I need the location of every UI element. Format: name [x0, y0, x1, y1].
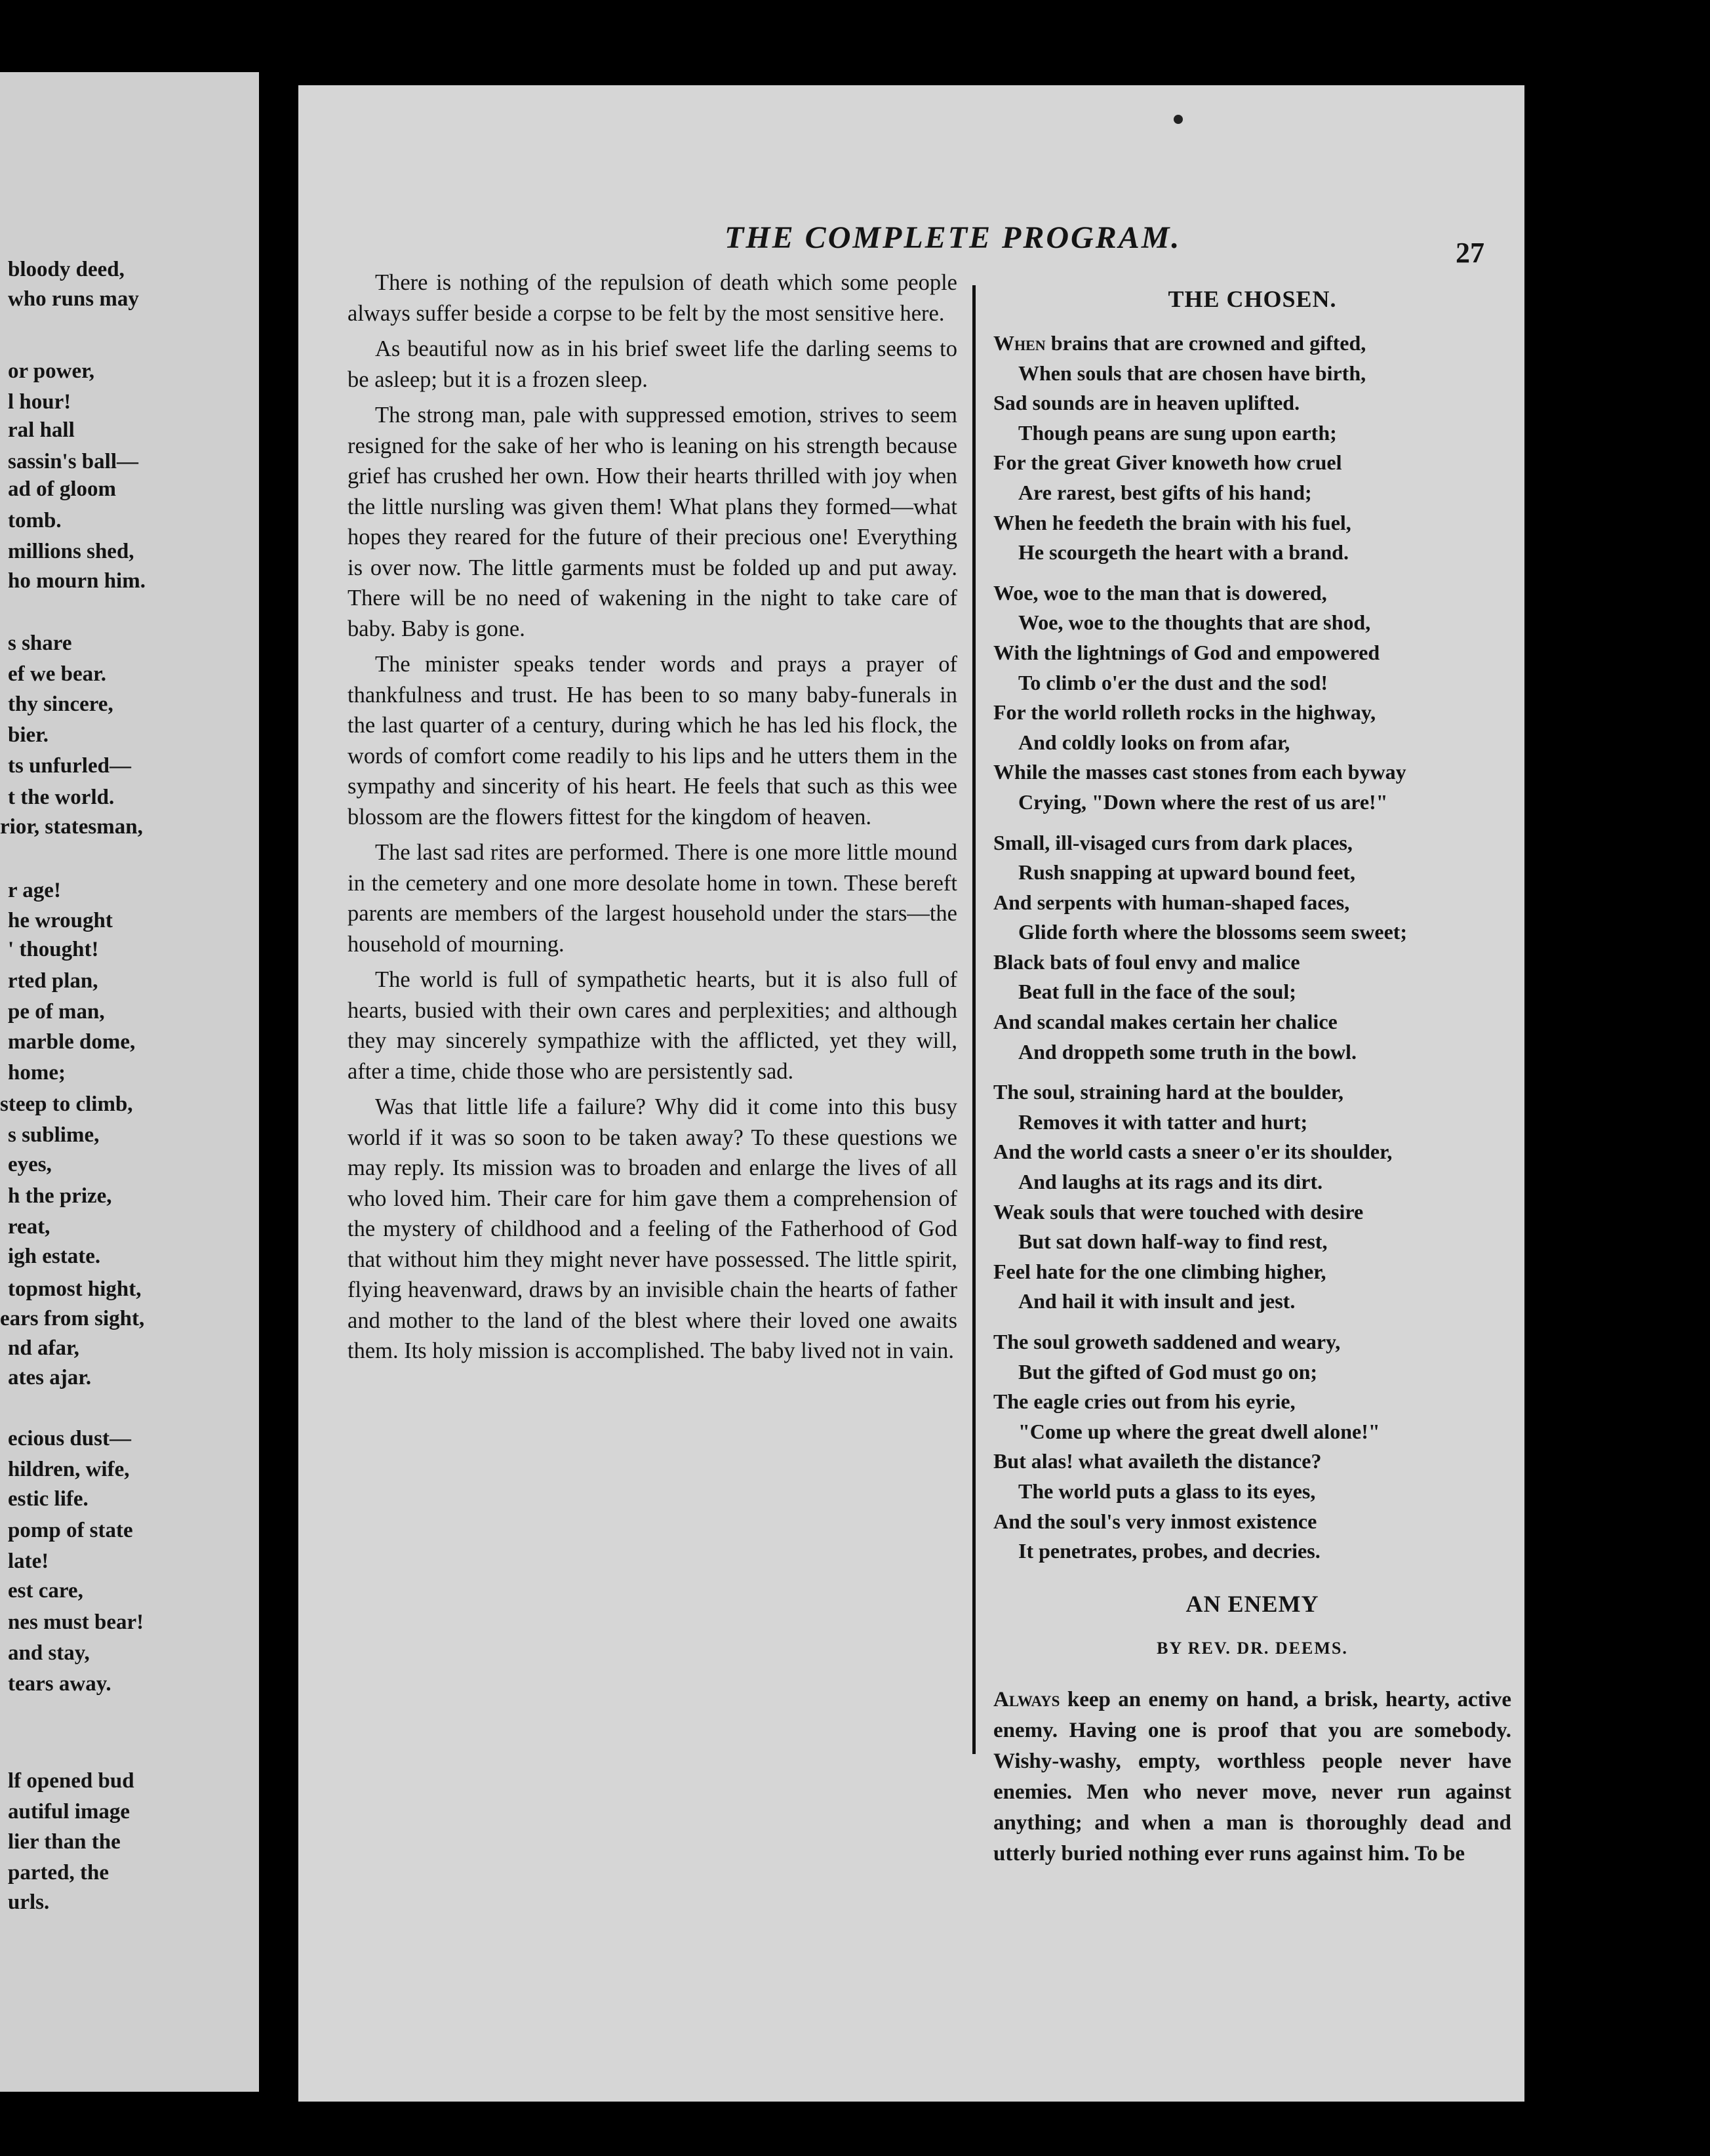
facing-page-line: ad of gloom: [8, 477, 116, 501]
poem-line: [993, 1327, 1511, 1357]
poem-line: [993, 478, 1511, 508]
poem-line: [993, 917, 1511, 948]
poem-line: [993, 977, 1511, 1007]
poem-line-text: And coldly looks on from afar,: [1018, 730, 1290, 754]
facing-page-fragment: [0, 72, 259, 2092]
facing-page-line: he wrought: [8, 909, 113, 932]
facing-page-line: ef we bear.: [8, 662, 106, 686]
poem-line: [993, 1447, 1511, 1477]
poem-line-text: The soul, straining hard at the boulder,: [993, 1080, 1344, 1104]
poem-line: [993, 329, 1511, 359]
poem-line-text: The soul groweth saddened and weary,: [993, 1330, 1341, 1353]
facing-page-line: millions shed,: [8, 540, 134, 563]
poem-line-text: And the world casts a sneer o'er its shoulder,: [993, 1140, 1393, 1164]
poem-line: [993, 1387, 1511, 1417]
facing-page-line: reat,: [8, 1215, 50, 1239]
facing-page-line: rted plan,: [8, 969, 98, 993]
facing-page-line: hildren, wife,: [8, 1458, 130, 1481]
enemy-title: AN ENEMY: [1185, 1590, 1319, 1617]
facing-page-line: ears from sight,: [0, 1307, 145, 1330]
poem-line-text: And the soul's very inmost existence: [993, 1509, 1317, 1533]
poem-line-text: While the masses cast stones from each byway: [993, 760, 1406, 784]
poem-line: [993, 828, 1511, 858]
poem-line-text: Rush snapping at upward bound feet,: [1018, 860, 1355, 885]
poem-line-text: Removes it with tatter and hurt;: [1018, 1109, 1308, 1134]
facing-page-line: r age!: [8, 879, 61, 902]
poem-line: [993, 1357, 1511, 1387]
poem-column: [993, 285, 1511, 2056]
article-paragraph: The minister speaks tender words and prays a prayer of thankfulness and trust. He has been to so many baby-funerals in the last quarter of a century, during which he has led his flock, the words of comfort come readily to his lips and he utters them in the sympathy and sincerity of his heart. He feels that such as this wee blossom are the flowers fittest for the kingdom of heaven.: [348, 652, 957, 829]
facing-page-line: tears away.: [8, 1672, 111, 1696]
poem-line-text: And hail it with insult and jest.: [1018, 1289, 1296, 1313]
facing-page-line: ecious dust—: [8, 1427, 131, 1450]
poem-line: [993, 1197, 1511, 1228]
enemy-lead-word: Always: [993, 1687, 1060, 1711]
poem-line-text: "Come up where the great dwell alone!": [1018, 1419, 1380, 1443]
poem-line: [993, 948, 1511, 978]
poem-stanza: [993, 1077, 1511, 1317]
poem-line-text: But alas! what availeth the distance?: [993, 1449, 1322, 1473]
poem-line: [993, 698, 1511, 728]
facing-page-line: urls.: [8, 1890, 50, 1914]
poem-lead-word: When: [993, 331, 1046, 355]
enemy-text: keep an enemy on hand, a brisk, hearty, active enemy. Having one is proof that you are somebody. Wishy-washy, empty, worthless people never have enemies. Men who never move, never run against anything; and when a man is thoroughly dead and utterly buried nothing ever runs against him. To be: [993, 1687, 1511, 1866]
poem-line: [993, 388, 1511, 418]
poem-line-text: brains that are crowned and gifted,: [1045, 331, 1366, 355]
facing-page-line: s share: [8, 631, 72, 655]
poem-line-text: The eagle cries out from his eyrie,: [993, 1389, 1296, 1414]
poem-line-text: Black bats of foul envy and malice: [993, 949, 1300, 974]
facing-page-line: igh estate.: [8, 1245, 101, 1268]
facing-page-line: ho mourn him.: [8, 569, 146, 593]
poem-line: [993, 1287, 1511, 1317]
poem-line-text: And laughs at its rags and its dirt.: [1018, 1170, 1323, 1194]
poem-line: [993, 1477, 1511, 1507]
facing-page-line: late!: [8, 1549, 49, 1573]
poem-line-text: Though peans are sung upon earth;: [1018, 420, 1337, 445]
poem-line: [993, 1108, 1511, 1138]
poem-line: [993, 1007, 1511, 1037]
poem-line: [993, 1257, 1511, 1287]
facing-page-line: nd afar,: [8, 1336, 79, 1360]
poem-line: [993, 508, 1511, 538]
facing-page-line: ts unfurled—: [8, 754, 131, 778]
column-divider: [972, 285, 976, 1754]
poem-line-text: For the great Giver knoweth how cruel: [993, 450, 1342, 475]
poem-stanza: [993, 578, 1511, 818]
poem-line: [993, 359, 1511, 389]
poem-stanza: [993, 329, 1511, 568]
poem-line: [993, 728, 1511, 758]
poem-line: [993, 1167, 1511, 1197]
facing-page-line: thy sincere,: [8, 692, 113, 716]
facing-page-line: t the world.: [8, 786, 115, 809]
poem-line-text: Sad sounds are in heaven uplifted.: [993, 391, 1300, 415]
poem-line-text: Weak souls that were touched with desire: [993, 1199, 1364, 1224]
article-paragraph: The last sad rites are performed. There is one more little mound in the cemetery and one more desolate home in town. These bereft parents are members of the largest household under the stars—the household of mourning.: [348, 840, 957, 957]
poem-line-text: The world puts a glass to its eyes,: [1018, 1479, 1316, 1503]
page-number: 27: [1456, 237, 1484, 269]
facing-page-line: ates ajar.: [8, 1366, 92, 1389]
facing-page-line: parted, the: [8, 1861, 109, 1885]
enemy-paragraph: [993, 1685, 1511, 1869]
article-paragraph: Was that little life a failure? Why did it come into this busy world if it was so soon to be taken away? To these questions we may reply. Its mission was to broaden and enlarge the lives of all who loved him. Their care for him gave them a comprehension of the mystery of childhood and a feeling of the Fatherhood of God that without him they might never have possessed. The little spirit, flying heavenward, draws by an invisible chain the hearts of father and mother to the land of the blest where their loved one awaits them. Its holy mission is accomplished. The baby lived not in vain.: [348, 1094, 957, 1363]
poem-title: THE CHOSEN.: [1168, 286, 1337, 312]
poem-line-text: Woe, woe to the thoughts that are shod,: [1018, 610, 1371, 635]
poem-line: [993, 1137, 1511, 1167]
poem-line-text: To climb o'er the dust and the sod!: [1018, 670, 1328, 694]
poem-line-text: When he feedeth the brain with his fuel,: [993, 510, 1351, 534]
poem-line: [993, 638, 1511, 668]
facing-page-line: ' thought!: [8, 938, 99, 961]
poem-line-text: And droppeth some truth in the bowl.: [1018, 1039, 1357, 1064]
facing-page-line: autiful image: [8, 1800, 130, 1824]
poem-stanza: [993, 828, 1511, 1068]
poem-line-text: But the gifted of God must go on;: [1018, 1359, 1318, 1384]
poem-line: [993, 888, 1511, 918]
facing-page-line: h the prize,: [8, 1184, 112, 1208]
facing-page-line: estic life.: [8, 1487, 89, 1511]
facing-page-line: lier than the: [8, 1830, 121, 1854]
poem-line-text: Small, ill-visaged curs from dark places,: [993, 830, 1353, 854]
poem-stanza: [993, 1327, 1511, 1567]
poem-line-text: And scandal makes certain her chalice: [993, 1010, 1338, 1034]
poem-line: [993, 1037, 1511, 1068]
poem-line-text: And serpents with human-shaped faces,: [993, 890, 1350, 914]
article-paragraph: The strong man, pale with suppressed emotion, strives to seem resigned for the sake of her who is leaning on his strength because grief has crushed her own. How their hearts thrilled with joy when the little nursling was given them! What plans they formed—what hopes they reared for the future of their precious one! Everything is over now. The little garments must be folded up and put away. There will be no need of wakening in the night to take care of baby. Baby is gone.: [348, 403, 957, 641]
poem-line-text: Beat full in the face of the soul;: [1018, 980, 1296, 1004]
facing-page-line: home;: [8, 1061, 66, 1085]
facing-page-line: who runs may: [8, 287, 139, 311]
poem-line: [993, 757, 1511, 788]
poem-body: [993, 329, 1511, 1567]
poem-line-text: Feel hate for the one climbing higher,: [993, 1259, 1326, 1283]
facing-page-line: eyes,: [8, 1153, 52, 1176]
article-paragraph: As beautiful now as in his brief sweet life the darling seems to be asleep; but it is a frozen sleep.: [348, 336, 957, 392]
poem-line: [993, 1417, 1511, 1447]
facing-page-line: and stay,: [8, 1641, 90, 1665]
poem-line-text: He scourgeth the heart with a brand.: [1018, 540, 1349, 565]
facing-page-line: pomp of state: [8, 1519, 133, 1542]
poem-line: [993, 1077, 1511, 1108]
book-page: [298, 85, 1524, 2102]
facing-page-line: tomb.: [8, 509, 62, 532]
article-paragraph: There is nothing of the repulsion of death which some people always suffer beside a corpse to be felt by the most sensitive here.: [348, 270, 957, 326]
facing-page-line: sassin's ball—: [8, 450, 138, 473]
ink-speck: [1174, 115, 1183, 124]
facing-page-line: or power,: [8, 359, 94, 383]
poem-line: [993, 418, 1511, 449]
poem-line: [993, 1507, 1511, 1537]
poem-line: [993, 578, 1511, 609]
poem-line-text: With the lightnings of God and empowered: [993, 640, 1380, 664]
facing-page-line: rior, statesman,: [0, 815, 143, 839]
poem-line: [993, 448, 1511, 478]
facing-page-line: est care,: [8, 1579, 83, 1603]
running-header: THE COMPLETE PROGRAM.: [725, 220, 1182, 255]
facing-page-line: lf opened bud: [8, 1769, 134, 1793]
poem-line: [993, 668, 1511, 698]
poem-line-text: It penetrates, probes, and decries.: [1018, 1539, 1321, 1563]
poem-line-text: Glide forth where the blossoms seem sweet;: [1018, 920, 1408, 944]
facing-page-line: l hour!: [8, 390, 71, 414]
poem-line-text: Woe, woe to the man that is dowered,: [993, 580, 1327, 605]
poem-line: [993, 538, 1511, 568]
facing-page-line: topmost hight,: [8, 1277, 142, 1301]
poem-line-text: Are rarest, best gifts of his hand;: [1018, 480, 1312, 504]
facing-page-line: steep to climb,: [0, 1092, 133, 1116]
article-paragraph: The world is full of sympathetic hearts, but it is also full of hearts, busied with their own cares and perplexities; and although they may sincerely sympathize with the afflicted, yet they will, after a time, chide those who are persistently sad.: [348, 967, 957, 1084]
poem-line: [993, 1536, 1511, 1567]
poem-line-text: For the world rolleth rocks in the highway,: [993, 700, 1376, 725]
poem-line-text: Crying, "Down where the rest of us are!": [1018, 789, 1388, 814]
facing-page-line: pe of man,: [8, 1000, 105, 1024]
enemy-byline: BY REV. DR. DEEMS.: [1157, 1638, 1348, 1658]
poem-line-text: When souls that are chosen have birth,: [1018, 361, 1366, 385]
poem-line: [993, 858, 1511, 888]
facing-page-line: bloody deed,: [8, 258, 125, 281]
facing-page-line: nes must bear!: [8, 1610, 144, 1634]
facing-page-line: ral hall: [8, 418, 75, 442]
poem-line: [993, 788, 1511, 818]
facing-page-line: s sublime,: [8, 1123, 100, 1147]
poem-line: [993, 1227, 1511, 1257]
facing-page-line: bier.: [8, 723, 49, 747]
poem-line: [993, 608, 1511, 638]
facing-page-line: marble dome,: [8, 1030, 136, 1054]
article-column: [348, 268, 957, 1946]
poem-line-text: But sat down half-way to find rest,: [1018, 1229, 1328, 1254]
